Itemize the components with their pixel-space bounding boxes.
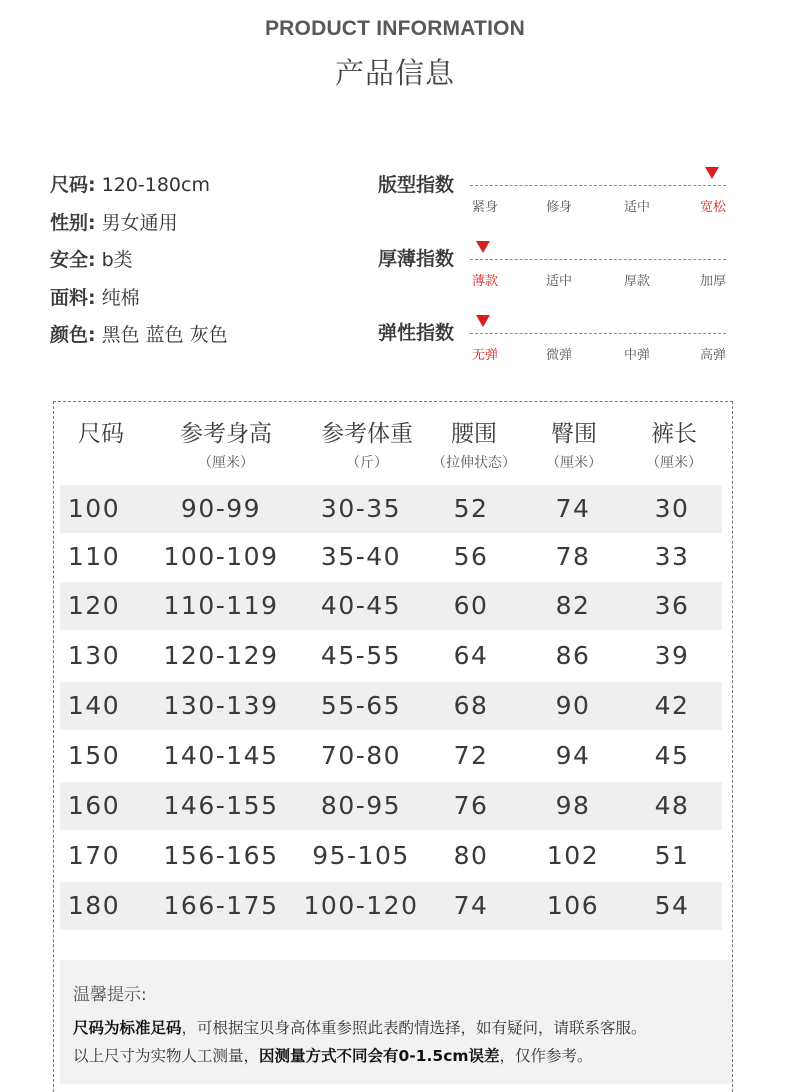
cell-length: 48 xyxy=(654,791,690,820)
tips-line-1 xyxy=(73,1016,647,1038)
cell-length: 45 xyxy=(654,741,690,770)
cell-size: 170 xyxy=(67,841,121,870)
index-title: 版型指数 xyxy=(378,174,455,196)
info-gender xyxy=(50,209,228,247)
index-option-selected: 薄款 xyxy=(471,274,498,289)
index-option: 适中 xyxy=(545,274,572,289)
index-title: 厚薄指数 xyxy=(378,248,455,270)
product-info-list xyxy=(50,171,228,359)
cell-weight: 70-80 xyxy=(320,741,402,770)
info-value: 120-180cm xyxy=(101,174,210,196)
header-unit: （拉伸状态） xyxy=(432,455,516,471)
cell-weight: 45-55 xyxy=(320,641,402,670)
index-option: 高弹 xyxy=(699,348,726,363)
table-row xyxy=(60,732,722,780)
index-title: 弹性指数 xyxy=(378,322,455,344)
cell-hip: 94 xyxy=(555,741,591,770)
cell-weight: 95-105 xyxy=(312,841,410,870)
info-size xyxy=(50,171,228,209)
index-option: 适中 xyxy=(623,200,650,215)
table-row xyxy=(60,782,722,830)
tips-title: 温馨提示: xyxy=(73,985,147,1005)
tips-emphasis: 因测量方式不同会有0-1.5cm误差 xyxy=(259,1047,500,1065)
table-row xyxy=(60,582,722,630)
cell-hip: 74 xyxy=(555,494,591,523)
cell-height: 120-129 xyxy=(163,641,279,670)
thickness-index xyxy=(378,245,733,305)
info-value: b类 xyxy=(101,249,133,271)
table-row xyxy=(60,882,722,930)
table-row xyxy=(60,632,722,680)
info-safety xyxy=(50,246,228,284)
header-label: 臀围 xyxy=(551,421,597,447)
cell-weight: 55-65 xyxy=(320,691,402,720)
cell-height: 110-119 xyxy=(163,591,279,620)
title-en: PRODUCT INFORMATION xyxy=(264,17,526,40)
table-row xyxy=(60,832,722,880)
cell-waist: 80 xyxy=(453,841,489,870)
header-label: 裤长 xyxy=(651,421,697,447)
cell-size: 110 xyxy=(67,542,121,571)
cell-length: 36 xyxy=(654,591,690,620)
cell-hip: 86 xyxy=(555,641,591,670)
info-value: 纯棉 xyxy=(101,286,140,309)
cell-length: 33 xyxy=(654,542,690,571)
cell-hip: 98 xyxy=(555,791,591,820)
table-row xyxy=(60,485,722,533)
tips-line-2 xyxy=(73,1044,593,1066)
cell-weight: 40-45 xyxy=(320,591,402,620)
cell-waist: 68 xyxy=(453,691,489,720)
cell-hip: 78 xyxy=(555,542,591,571)
tips-text: 以上尺寸为实物人工测量， xyxy=(73,1047,260,1065)
cell-size: 160 xyxy=(67,791,121,820)
header-label: 参考身高 xyxy=(180,421,272,447)
index-scale-line xyxy=(470,185,726,186)
index-option: 紧身 xyxy=(471,200,498,215)
elasticity-index xyxy=(378,319,733,379)
cell-length: 51 xyxy=(654,841,690,870)
fit-index xyxy=(378,171,733,231)
cell-hip: 90 xyxy=(555,691,591,720)
cell-hip: 106 xyxy=(546,891,600,920)
header-label: 尺码 xyxy=(78,421,124,447)
cell-hip: 82 xyxy=(555,591,591,620)
header-unit: （厘米） xyxy=(646,455,702,471)
index-scale-line xyxy=(470,333,726,334)
table-header xyxy=(307,415,427,472)
cell-weight: 100-120 xyxy=(303,891,419,920)
selected-arrow-icon xyxy=(476,241,490,253)
cell-size: 150 xyxy=(67,741,121,770)
cell-size: 140 xyxy=(67,691,121,720)
info-value: 黑色 蓝色 灰色 xyxy=(101,324,228,346)
table-header xyxy=(41,415,161,452)
cell-size: 130 xyxy=(67,641,121,670)
cell-waist: 52 xyxy=(453,494,489,523)
cell-height: 146-155 xyxy=(163,791,279,820)
tips-emphasis: 尺码为标准足码 xyxy=(73,1019,182,1037)
table-header xyxy=(166,415,286,472)
cell-size: 100 xyxy=(67,494,121,523)
tips-box xyxy=(60,960,732,1084)
cell-waist: 74 xyxy=(453,891,489,920)
tips-text: ，仅作参考。 xyxy=(499,1047,593,1065)
cell-height: 140-145 xyxy=(163,741,279,770)
selected-arrow-icon xyxy=(476,315,490,327)
cell-waist: 56 xyxy=(453,542,489,571)
cell-waist: 60 xyxy=(453,591,489,620)
cell-waist: 72 xyxy=(453,741,489,770)
cell-waist: 64 xyxy=(453,641,489,670)
info-fabric xyxy=(50,284,228,322)
tips-text: ，可根据宝贝身高体重参照此表酌情选择，如有疑问，请联系客服。 xyxy=(181,1019,647,1037)
cell-length: 39 xyxy=(654,641,690,670)
cell-weight: 35-40 xyxy=(320,542,402,571)
cell-height: 130-139 xyxy=(163,691,279,720)
cell-height: 100-109 xyxy=(163,542,279,571)
index-scale-line xyxy=(470,259,726,260)
cell-length: 30 xyxy=(654,494,690,523)
index-option-selected: 宽松 xyxy=(699,200,726,215)
header-unit: （厘米） xyxy=(546,455,602,471)
index-option: 修身 xyxy=(545,200,572,215)
selected-arrow-icon xyxy=(705,167,719,179)
table-row xyxy=(60,533,722,581)
cell-length: 54 xyxy=(654,891,690,920)
cell-weight: 30-35 xyxy=(320,494,402,523)
info-label: 性别: xyxy=(50,211,96,234)
header-unit: （厘米） xyxy=(198,455,254,471)
info-label: 面料: xyxy=(50,286,96,309)
index-option-selected: 无弹 xyxy=(471,348,498,363)
index-option: 中弹 xyxy=(623,348,650,363)
table-row xyxy=(60,682,722,730)
header-label: 腰围 xyxy=(451,421,497,447)
cell-length: 42 xyxy=(654,691,690,720)
info-color xyxy=(50,321,228,359)
table-header xyxy=(614,415,734,472)
info-label: 安全: xyxy=(50,249,96,271)
index-option: 厚款 xyxy=(623,274,650,289)
header-label: 参考体重 xyxy=(321,421,413,447)
cell-size: 180 xyxy=(67,891,121,920)
cell-waist: 76 xyxy=(453,791,489,820)
index-option: 加厚 xyxy=(699,274,726,289)
info-label: 颜色: xyxy=(50,324,96,346)
cell-height: 90-99 xyxy=(180,494,262,523)
cell-height: 166-175 xyxy=(163,891,279,920)
cell-weight: 80-95 xyxy=(320,791,402,820)
info-value: 男女通用 xyxy=(101,211,178,234)
cell-size: 120 xyxy=(67,591,121,620)
cell-hip: 102 xyxy=(546,841,600,870)
cell-height: 156-165 xyxy=(163,841,279,870)
title-cn: 产品信息 xyxy=(334,56,455,90)
index-option: 微弹 xyxy=(545,348,572,363)
header-unit: （斤） xyxy=(346,455,388,471)
info-label: 尺码: xyxy=(50,174,96,196)
